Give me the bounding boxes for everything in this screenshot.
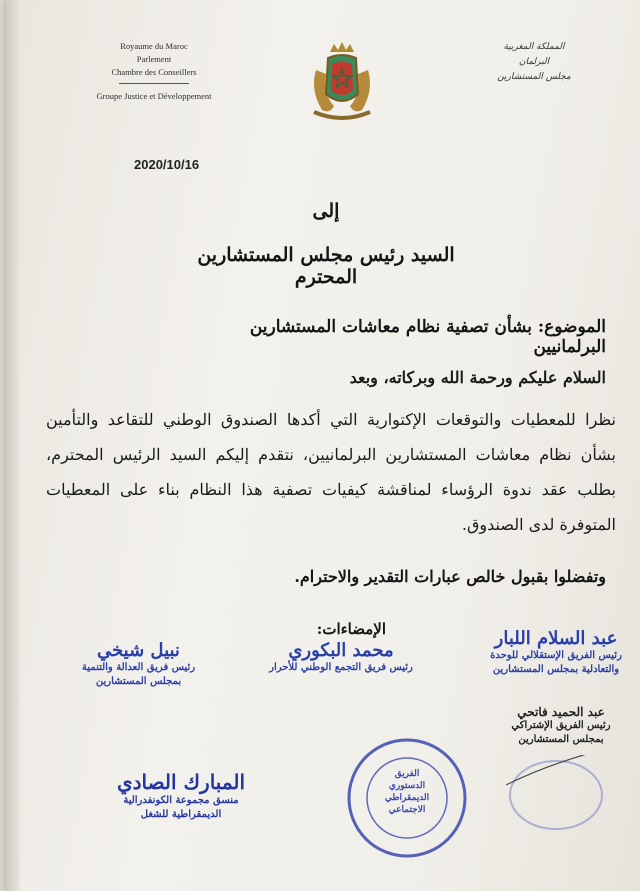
page-fold-shadow	[6, 0, 20, 891]
signatory-name: نبيل شيخي	[97, 640, 180, 661]
letterhead-divider	[119, 83, 189, 84]
stamp-line: الديمقراطي	[384, 793, 430, 803]
signatory-title: الديمقراطية للشغل	[140, 809, 222, 820]
closing-line: وتفضلوا بقبول خالص عبارات التقدير والاحترام.	[294, 567, 606, 586]
signatory-title: رئيس الفريق الإستقلالي للوحدة	[490, 650, 622, 661]
coat-of-arms-icon	[300, 40, 384, 124]
subject-line: الموضوع: بشأن تصفية نظام معاشات المستشارين البرلمانيين	[249, 317, 606, 357]
fr-line-2: Parlement	[136, 54, 172, 64]
signatory-name: عبد الحميد فاتحي	[517, 705, 605, 719]
letter-page	[6, 0, 640, 891]
french-letterhead	[84, 40, 224, 103]
ar-line-2: البرلمان	[518, 57, 550, 67]
signatory-name: المبارك الصادي	[116, 770, 246, 794]
signatory-title: منسق مجموعة الكونفدرالية	[123, 795, 239, 806]
letter-body: نظرا للمعطيات والتوقعات الإكتوارية التي أكدها الصندوق الوطني للتقاعد والتأمين بشأن نظام معاشات المستشارين البرلمانيين، نتقدم إليكم السيد الرئيس المحترم، بطلب عقد ندوة الرؤساء لمناقشة كيفيات تصفية هذا النظام بناء على المعطيات المتوفرة لدى الصندوق.	[46, 410, 617, 534]
stamp-inner-text	[364, 768, 450, 816]
to-word: إلى	[312, 200, 340, 222]
fr-line-3: Chambre des Conseillers	[111, 67, 197, 77]
signatures-heading: الإمضاءات:	[316, 620, 386, 638]
signatory-name: عبد السلام اللبار	[494, 628, 618, 649]
signature-block-4	[486, 705, 636, 747]
ar-line-3: مجلس المستشارين	[497, 72, 571, 82]
signatory-title: والتعادلية بمجلس المستشارين	[492, 664, 620, 675]
fr-group-name: Groupe Justice et Développement	[96, 91, 212, 101]
signatory-title: رئيس فريق العدالة والتنمية	[81, 662, 196, 673]
recipient-line: السيد رئيس مجلس المستشارين المحترم	[197, 244, 455, 288]
signature-block-2	[236, 640, 446, 675]
signatory-name: محمد البكوري	[288, 640, 394, 661]
signature-block-1	[476, 628, 636, 677]
ar-line-1: المملكة المغربية	[503, 42, 565, 52]
signature-block-3	[46, 640, 231, 689]
faint-stamp-icon	[506, 755, 606, 835]
stamp-line: الفريق	[394, 769, 420, 779]
stamp-line: الاجتماعي	[388, 805, 426, 815]
letter-date: 2020/10/16	[134, 157, 200, 172]
signatory-title: بمجلس المستشارين	[518, 734, 604, 745]
signatory-title: رئيس الفريق الإشتراكي	[511, 720, 611, 731]
greeting-line: السلام عليكم ورحمة الله وبركاته، وبعد	[349, 368, 606, 387]
signatory-title: رئيس فريق التجمع الوطني للأحرار	[269, 662, 413, 673]
signature-block-5	[81, 770, 281, 822]
stamp-line: الدستوري	[388, 781, 426, 791]
signatory-title: بمجلس المستشارين	[95, 676, 182, 687]
fr-line-1: Royaume du Maroc	[120, 41, 188, 51]
arabic-letterhead	[484, 40, 584, 85]
